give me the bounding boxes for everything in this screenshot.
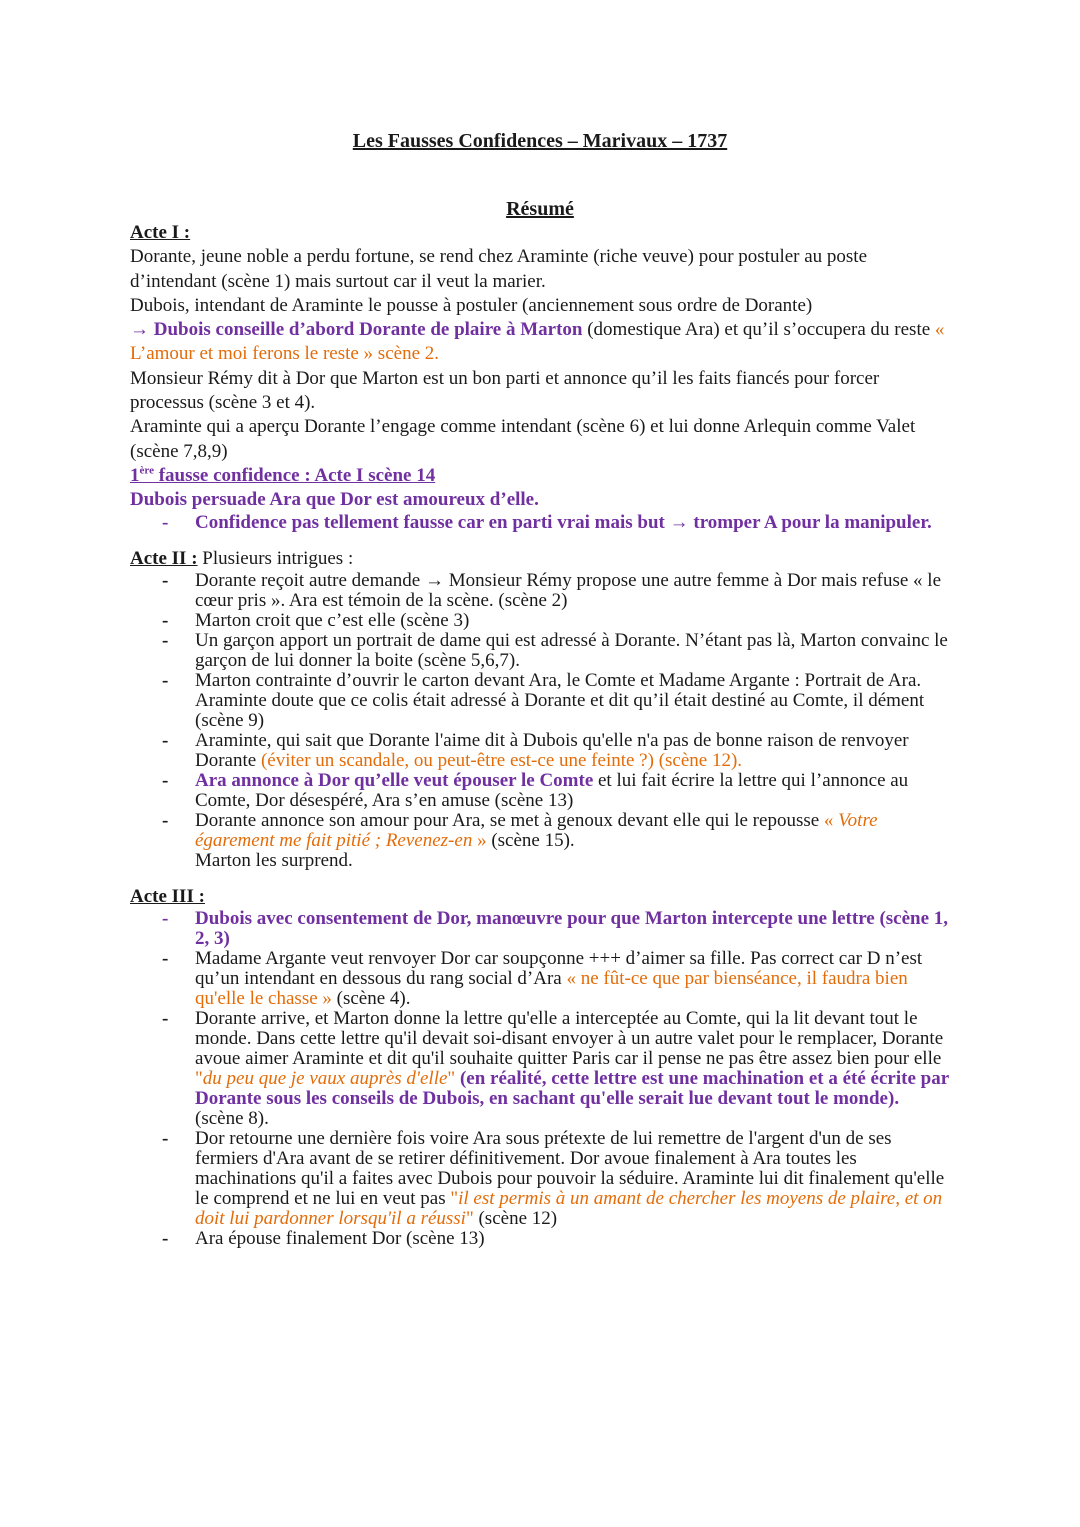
quote-mark: " (450, 1188, 459, 1210)
list-item: - Confidence pas tellement fausse car en parti vrai mais but → tromper A pour la manipuler. (130, 513, 952, 533)
act-1-paragraph-4: Monsieur Rémy dit à Dor que Marton est un bon parti et annonce qu’il les faits fiancés pour forcer processus (scène 3 et 4). (130, 367, 880, 414)
list-item-highlight: Ara annonce à Dor qu’elle veut épouser le Comte (195, 769, 594, 791)
list-item-text: Dorante arrive, et Marton donne la lettre qu'elle a interceptée au Comte, qui la lit devant tout le monde. Dans cette lettre qu'il devait soi-disant envoyer à un autre valet pour le remplacer, Dorante avoue aimer Araminte et dit qu'il souhaite quitter Paris car il pense ne pas être assez bien pour elle (195, 1008, 944, 1070)
first-false-confidence-desc: Dubois persuade Ara que Dor est amoureux d’elle. (130, 489, 539, 511)
act-1-section (130, 221, 952, 533)
list-item (130, 731, 952, 771)
list-item (130, 771, 952, 811)
act-1-paragraph-3-text: (domestique Ara) et qu’il s’occupera du reste (582, 319, 935, 341)
list-item-text: Dor retourne une dernière fois voire Ara sous prétexte de lui remettre de l'argent d'un de ses fermiers d'Ara avant de se retirer définitivement. Dor avoue finalement à Ara toutes les machinations qu'il a faites avec Dubois pour pouvoir la séduire. Araminte lui dit finalement qu'elle le comprend et ne lui en veut pas (195, 1128, 945, 1210)
document-title: Les Fausses Confidences – Marivaux – 1737 (352, 130, 728, 152)
quote-mark: « (823, 809, 839, 831)
list-item-quote: Votre égarement me fait pitié ; Revenez-en (195, 809, 878, 851)
list-item-scene: (scène 15). (486, 829, 575, 851)
list-item-text: Madame Argante veut renvoyer Dor car soupçonne +++ d’aimer sa fille. Pas correct car D n’est qu’un intendant en dessous du rang social d’Ara (195, 948, 923, 990)
act-1-bullets (130, 513, 952, 533)
act-2-heading: Acte II : (130, 547, 198, 569)
list-item-quote: (éviter un scandale, ou peut-être est-ce une feinte ?) (scène 12). (260, 749, 743, 771)
quote-mark: » (472, 829, 487, 851)
list-item (130, 949, 952, 1009)
act-1-paragraph-5: Araminte qui a aperçu Dorante l’engage comme intendant (scène 6) et lui donne Arlequin comme Valet (scène 7,8,9) (130, 416, 916, 462)
list-item: - Marton croit que c’est elle (scène 3) (130, 611, 952, 631)
list-item-highlight: (en réalité, cette lettre est une machination et a été écrite par Dorante sous les conseils de Dubois, en sachant qu'elle serait lue devant tout le monde). (195, 1068, 949, 1110)
list-item: - Marton contrainte d’ouvrir le carton devant Ara, le Comte et Madame Argante : Portrait de Ara. Araminte doute que ce colis était adressé à Dorante et dit qu’il était destiné au Comte, il dément (scène 9) (130, 671, 952, 731)
act-1-quote: « L’amour et moi ferons le reste » scène 2. (130, 319, 945, 365)
act-1-paragraph-2: Dubois, intendant de Araminte le pousse à postuler (anciennement sous ordre de Dorante) (130, 294, 813, 316)
act-2-section (130, 547, 952, 871)
act-3-bullets (130, 909, 952, 1249)
act-2-bullets (130, 571, 952, 871)
quote-mark: " (465, 1208, 474, 1230)
act-2-intro: Plusieurs intrigues : (197, 547, 354, 569)
document-body (130, 221, 952, 1249)
confidence-ordinal: ère (139, 464, 154, 477)
act-1-heading: Acte I : (130, 222, 191, 243)
act-3-heading: Acte III : (130, 885, 205, 907)
first-false-confidence-heading (130, 464, 952, 488)
list-item: - Dubois avec consentement de Dor, manœuvre pour que Marton intercepte une lettre (scène 1, 2, 3) (130, 909, 952, 949)
act-1-paragraph-3 (130, 318, 952, 367)
act-1-paragraph-1: Dorante, jeune noble a perdu fortune, se rend chez Araminte (riche veuve) pour postuler au poste d’intendant (scène 1) mais surtout car il veut la marier. (130, 246, 868, 292)
act-3-section (130, 885, 952, 1249)
list-item (130, 1009, 952, 1129)
confidence-number: 1 (130, 464, 140, 486)
list-item-quote: « ne fût-ce que par bienséance, il faudra bien qu'elle le chasse » (195, 968, 908, 1010)
list-item-text: Marton les surprend. (195, 849, 353, 871)
act-1-highlight: → Dubois conseille d’abord Dorante de plaire à Marton (130, 319, 583, 341)
list-item-quote: il est permis à un amant de chercher les moyens de plaire, et on doit lui pardonner lorsqu'il a réussi (195, 1188, 943, 1230)
list-item: - Un garçon apport un portrait de dame qui est adressé à Dorante. N’étant pas là, Marton convainc le garçon de lui donner la boite (scène 5,6,7). (130, 631, 952, 671)
list-item-scene: (scène 4). (331, 988, 411, 1010)
list-item (130, 1129, 952, 1229)
list-item: - Ara épouse finalement Dor (scène 13) (130, 1229, 952, 1249)
list-item: - Dorante reçoit autre demande → Monsieur Rémy propose une autre femme à Dor mais refuse « le cœur pris ». Ara est témoin de la scène. (scène 2) (130, 571, 952, 611)
list-item (130, 811, 952, 871)
document-subtitle: Résumé (506, 198, 574, 220)
confidence-label: fausse confidence : Acte I scène 14 (153, 464, 436, 486)
quote-mark: " (195, 1068, 203, 1090)
list-item-text: Dorante annonce son amour pour Ara, se met à genoux devant elle qui le repousse (195, 809, 824, 831)
list-item-quote: du peu que je vaux auprès d'elle (202, 1068, 448, 1090)
quote-mark: " (447, 1068, 456, 1090)
list-item-text: et lui fait écrire la lettre qui l’annonce au Comte, Dor désespéré, Ara s’en amuse (scène 13) (195, 769, 909, 811)
list-item-scene: (scène 8). (195, 1108, 269, 1130)
list-item-scene: (scène 12) (473, 1208, 558, 1230)
list-item-text: Araminte, qui sait que Dorante l'aime dit à Dubois qu'elle n'a pas de bonne raison de renvoyer Dorante (195, 729, 909, 771)
